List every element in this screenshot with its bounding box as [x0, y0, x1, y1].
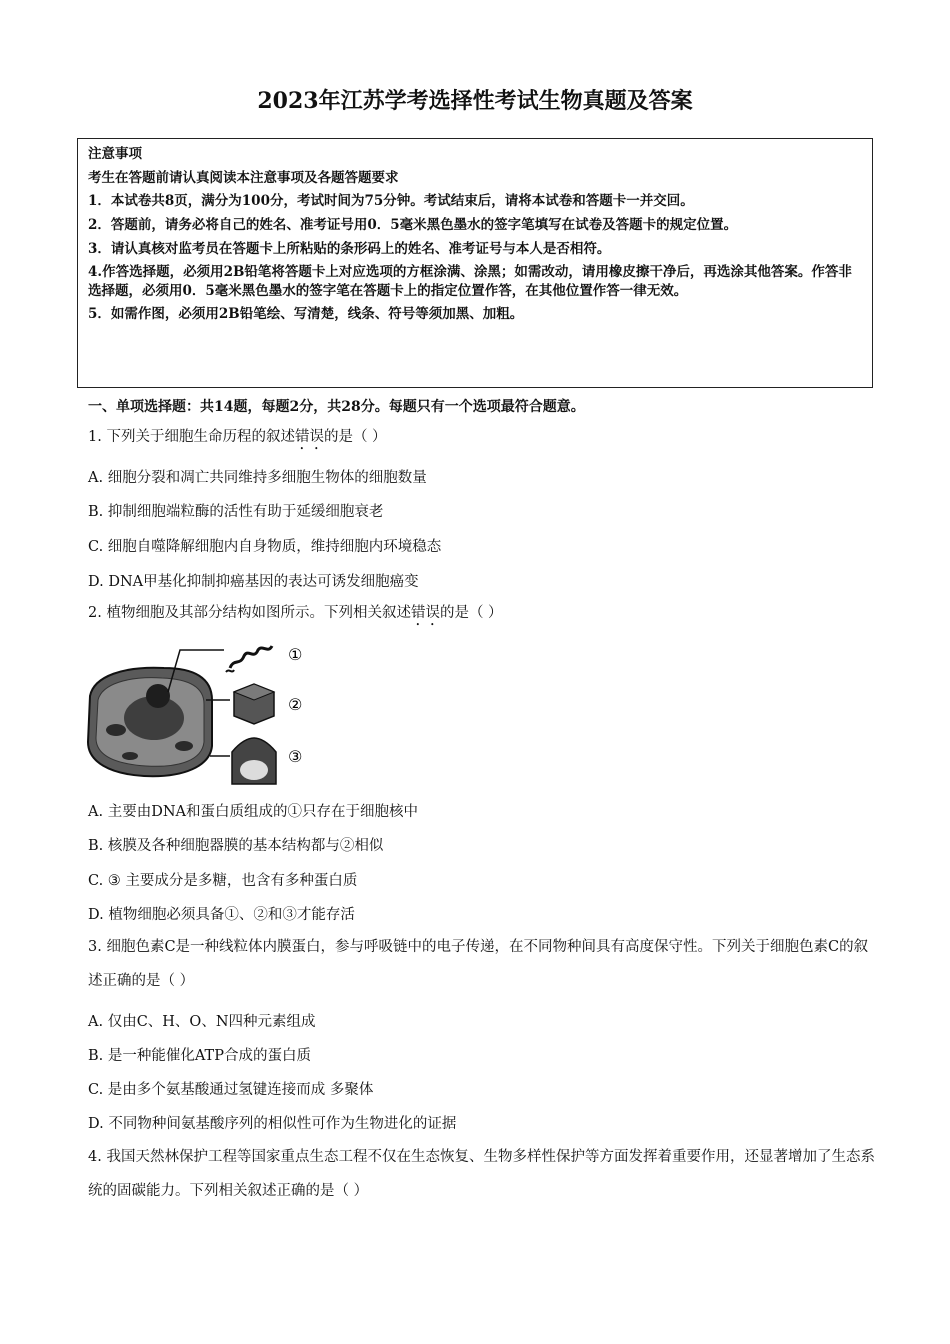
notice-intro: 考生在答题前请认真阅读本注意事项及各题答题要求: [88, 169, 399, 186]
option-b: B. 是一种能催化ATP合成的蛋白质: [88, 1048, 311, 1064]
stem-emphasis: 错误: [410, 605, 440, 621]
option-a: A. 仅由C、H、O、N四种元素组成: [88, 1014, 316, 1030]
chromatin-structure: [226, 670, 234, 672]
question-2-stem: [88, 596, 878, 630]
option-b: B. 抑制细胞端粒酶的活性有助于延缓细胞衰老: [88, 504, 384, 520]
option-d: D. DNA甲基化抑制抑癌基因的表达可诱发细胞癌变: [88, 574, 419, 590]
plant-cell-figure: [84, 638, 314, 788]
chloroplast-shape: [175, 741, 193, 751]
page-title: 2023年江苏学考选择性考试生物真题及答案: [257, 88, 693, 114]
notice-item: 3．请认真核对监考员在答题卡上所粘贴的条形码上的姓名、准考证号与本人是否相符。: [88, 240, 611, 257]
stem-text: 的是（ ）: [439, 605, 503, 621]
chloroplast-shape: [122, 752, 138, 760]
notice-heading: 注意事项: [88, 146, 142, 162]
option-c: C. 是由多个氨基酸通过氢键连接而成 多聚体: [88, 1082, 374, 1098]
option-c: C. ③ 主要成分是多糖，也含有多种蛋白质: [88, 873, 358, 889]
stem-text: 1. 下列关于细胞生命历程的叙述: [88, 429, 295, 445]
stem-text: 2. 植物细胞及其部分结构如图所示。下列相关叙述: [88, 605, 411, 621]
option-d: D. 植物细胞必须具备①、②和③才能存活: [88, 907, 355, 923]
option-a: A. 主要由DNA和蛋白质组成的①只存在于细胞核中: [88, 804, 418, 820]
figure-label-2: ②: [288, 695, 303, 714]
question-3-stem: 3. 细胞色素C是一种线粒体内膜蛋白，参与呼吸链中的电子传递，在不同物种间具有高度保守性。下列关于细胞色素C的叙述正确的是（ ）: [88, 939, 869, 989]
notice-item: 1．本试卷共8页，满分为100分，考试时间为75分钟。考试结束后，请将本试卷和答题卡一并交回。: [88, 193, 694, 210]
figure-label-1: ①: [288, 645, 303, 664]
option-c: C. 细胞自噬降解细胞内自身物质，维持细胞内环境稳态: [88, 539, 442, 555]
chromatin-structure: [230, 646, 272, 668]
chloroplast-shape: [106, 724, 126, 736]
cell-wall-structure-light: [240, 760, 268, 780]
question-1-stem: [88, 420, 878, 454]
question-4-stem: 4. 我国天然林保护工程等国家重点生态工程不仅在生态恢复、生物多样性保护等方面发挥着重要作用，还显著增加了生态系统的固碳能力。下列相关叙述正确的是（ ）: [88, 1149, 875, 1199]
notice-item: 2．答题前，请务必将自己的姓名、准考证号用0．5毫米黑色墨水的签字笔填写在试卷及答题卡的规定位置。: [88, 216, 738, 233]
option-a: A. 细胞分裂和凋亡共同维持多细胞生物体的细胞数量: [88, 470, 427, 486]
section-heading: 一、单项选择题：共14题，每题2分，共28分。每题只有一个选项最符合题意。: [88, 399, 585, 415]
nucleus-shape: [146, 684, 170, 708]
plant-cell-diagram: [84, 638, 314, 788]
notice-item: 4.作答选择题，必须用2B铅笔将答题卡上对应选项的方框涂满、涂黑；如需改动，请用橡皮擦干净后，再选涂其他答案。作答非选择题，必须用0．5毫米黑色墨水的签字笔在答题卡上的指定位置作答，在其他位置作答一律无效。: [88, 264, 852, 299]
figure-label-3: ③: [288, 747, 303, 766]
option-b: B. 核膜及各种细胞器膜的基本结构都与②相似: [88, 838, 384, 854]
option-d: D. 不同物种间氨基酸序列的相似性可作为生物进化的证据: [88, 1116, 457, 1132]
stem-text: 的是（ ）: [323, 429, 387, 445]
stem-emphasis: 错误: [294, 429, 324, 445]
notice-item: 5．如需作图，必须用2B铅笔绘、写清楚，线条、符号等须加黑、加粗。: [88, 306, 524, 323]
notice-box: [77, 138, 873, 388]
